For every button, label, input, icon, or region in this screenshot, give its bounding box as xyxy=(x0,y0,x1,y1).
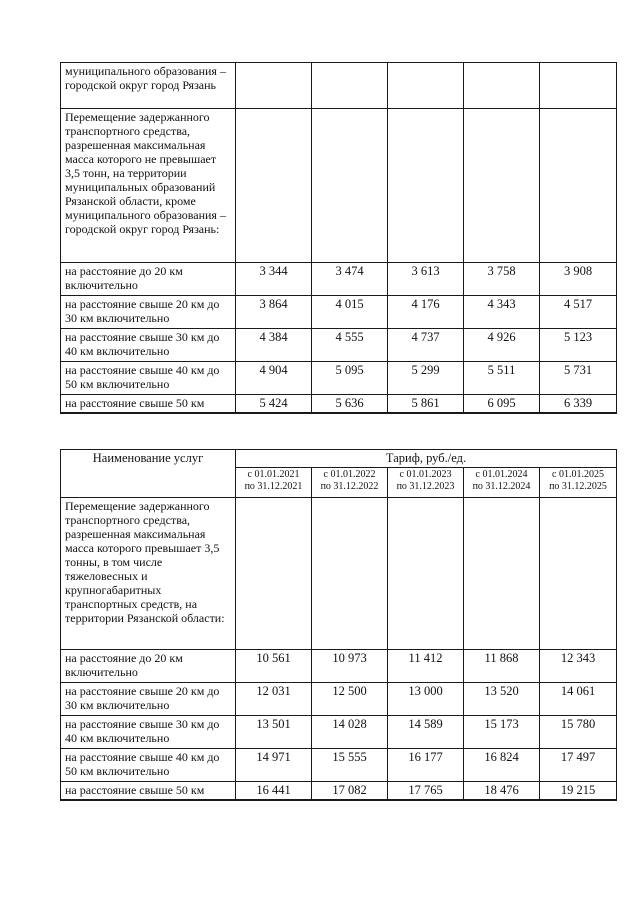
tariff-cell: 13 501 xyxy=(236,716,312,749)
column-header-service-name: Наименование услуг xyxy=(61,450,236,498)
table-row xyxy=(61,296,617,329)
tariff-cell: 3 758 xyxy=(464,263,540,296)
tariff-table-light-vehicles xyxy=(60,62,617,414)
tariff-cell xyxy=(388,498,464,650)
tariff-cell xyxy=(464,109,540,263)
tariff-cell: 4 517 xyxy=(540,296,617,329)
tariff-cell: 16 441 xyxy=(236,782,312,800)
column-header-period xyxy=(312,468,388,498)
service-name-cell: на расстояние до 20 км включительно xyxy=(61,263,236,296)
service-name-cell: на расстояние свыше 50 км xyxy=(61,782,236,800)
tariff-cell: 6 339 xyxy=(540,395,617,413)
column-header-period xyxy=(236,468,312,498)
tariff-cell: 4 737 xyxy=(388,329,464,362)
period-to: по 31.12.2025 xyxy=(549,481,607,492)
tariff-cell xyxy=(464,63,540,109)
period-from: с 01.01.2024 xyxy=(475,469,528,480)
column-header-period xyxy=(464,468,540,498)
tariff-cell: 5 424 xyxy=(236,395,312,413)
tariff-cell: 4 176 xyxy=(388,296,464,329)
tariff-cell: 4 015 xyxy=(312,296,388,329)
tariff-cell: 11 868 xyxy=(464,650,540,683)
table-row xyxy=(61,263,617,296)
tariff-cell: 19 215 xyxy=(540,782,617,800)
tariff-cell xyxy=(236,63,312,109)
tariff-cell: 3 474 xyxy=(312,263,388,296)
tariff-cell xyxy=(312,498,388,650)
table-row xyxy=(61,329,617,362)
tariff-cell: 3 344 xyxy=(236,263,312,296)
tariff-cell xyxy=(312,63,388,109)
table-row xyxy=(61,109,617,263)
tariff-cell: 15 173 xyxy=(464,716,540,749)
tariff-table-heavy-vehicles xyxy=(60,449,617,801)
period-to: по 31.12.2022 xyxy=(320,481,379,492)
tariff-cell: 4 904 xyxy=(236,362,312,395)
table-row xyxy=(61,498,617,650)
tariff-cell: 17 765 xyxy=(388,782,464,800)
tariff-cell: 14 061 xyxy=(540,683,617,716)
service-name-cell: Перемещение задержанного транспортного средства, разрешенная максимальная масса которого не превышает 3,5 тонн, на территории муниципальных образований Рязанской области, кроме муниципального образования – городской округ город Рязань: xyxy=(61,109,236,263)
tariff-cell: 5 731 xyxy=(540,362,617,395)
tariff-cell: 4 343 xyxy=(464,296,540,329)
tariff-cell: 3 908 xyxy=(540,263,617,296)
service-name-cell: на расстояние свыше 40 км до 50 км включительно xyxy=(61,362,236,395)
tariff-cell: 17 497 xyxy=(540,749,617,782)
tariff-cell: 5 123 xyxy=(540,329,617,362)
tariff-cell xyxy=(388,109,464,263)
tariff-cell: 12 031 xyxy=(236,683,312,716)
service-name-cell: на расстояние свыше 20 км до 30 км включительно xyxy=(61,296,236,329)
tariff-cell: 10 973 xyxy=(312,650,388,683)
table-row xyxy=(61,683,617,716)
tariff-cell: 15 555 xyxy=(312,749,388,782)
table-row xyxy=(61,395,617,413)
tariff-cell: 14 971 xyxy=(236,749,312,782)
tariff-cell: 10 561 xyxy=(236,650,312,683)
tariff-cell xyxy=(388,63,464,109)
period-from: с 01.01.2021 xyxy=(247,469,300,480)
column-header-period xyxy=(540,468,617,498)
tariff-cell: 14 028 xyxy=(312,716,388,749)
tariff-cell: 5 299 xyxy=(388,362,464,395)
period-from: с 01.01.2023 xyxy=(399,469,452,480)
service-name-cell: на расстояние свыше 50 км xyxy=(61,395,236,413)
tariff-cell: 15 780 xyxy=(540,716,617,749)
tariff-cell: 4 384 xyxy=(236,329,312,362)
table-row xyxy=(61,716,617,749)
period-from: с 01.01.2022 xyxy=(323,469,376,480)
tariff-cell: 5 511 xyxy=(464,362,540,395)
table-row xyxy=(61,63,617,109)
column-header-period xyxy=(388,468,464,498)
tariff-cell xyxy=(236,498,312,650)
tariff-cell: 5 095 xyxy=(312,362,388,395)
tariff-cell: 18 476 xyxy=(464,782,540,800)
column-header-tariff: Тариф, руб./ед. xyxy=(236,450,617,468)
tariff-cell: 14 589 xyxy=(388,716,464,749)
tariff-cell: 11 412 xyxy=(388,650,464,683)
tariff-cell xyxy=(540,109,617,263)
tariff-cell: 4 926 xyxy=(464,329,540,362)
tariff-cell: 13 000 xyxy=(388,683,464,716)
service-name-cell: на расстояние свыше 40 км до 50 км включительно xyxy=(61,749,236,782)
table-header-row xyxy=(61,450,617,468)
tariff-cell xyxy=(540,498,617,650)
period-from: с 01.01.2025 xyxy=(552,469,604,480)
service-name-cell: на расстояние свыше 30 км до 40 км включительно xyxy=(61,329,236,362)
period-to: по 31.12.2021 xyxy=(244,481,303,492)
period-to: по 31.12.2023 xyxy=(396,481,455,492)
table-row xyxy=(61,362,617,395)
service-name-cell: на расстояние свыше 20 км до 30 км включительно xyxy=(61,683,236,716)
service-name-cell: на расстояние до 20 км включительно xyxy=(61,650,236,683)
tariff-cell xyxy=(464,498,540,650)
period-to: по 31.12.2024 xyxy=(472,481,531,492)
table-row xyxy=(61,782,617,800)
tariff-cell: 16 824 xyxy=(464,749,540,782)
tariff-cell: 5 636 xyxy=(312,395,388,413)
service-name-cell: Перемещение задержанного транспортного средства, разрешенная максимальная масса которого превышает 3,5 тонны, в том числе тяжеловесных и крупногабаритных транспортных средств, на территории Рязанской области: xyxy=(61,498,236,650)
tariff-cell: 4 555 xyxy=(312,329,388,362)
tariff-cell xyxy=(236,109,312,263)
tariff-cell xyxy=(540,63,617,109)
tariff-cell xyxy=(312,109,388,263)
service-name-cell: на расстояние свыше 30 км до 40 км включительно xyxy=(61,716,236,749)
tariff-cell: 12 343 xyxy=(540,650,617,683)
tariff-cell: 12 500 xyxy=(312,683,388,716)
tariff-cell: 16 177 xyxy=(388,749,464,782)
table-row xyxy=(61,749,617,782)
tariff-cell: 13 520 xyxy=(464,683,540,716)
tariff-cell: 6 095 xyxy=(464,395,540,413)
tariff-cell: 17 082 xyxy=(312,782,388,800)
service-name-cell: муниципального образования – городской округ город Рязань xyxy=(61,63,236,109)
tariff-cell: 3 864 xyxy=(236,296,312,329)
tariff-cell: 3 613 xyxy=(388,263,464,296)
table-row xyxy=(61,650,617,683)
tariff-cell: 5 861 xyxy=(388,395,464,413)
